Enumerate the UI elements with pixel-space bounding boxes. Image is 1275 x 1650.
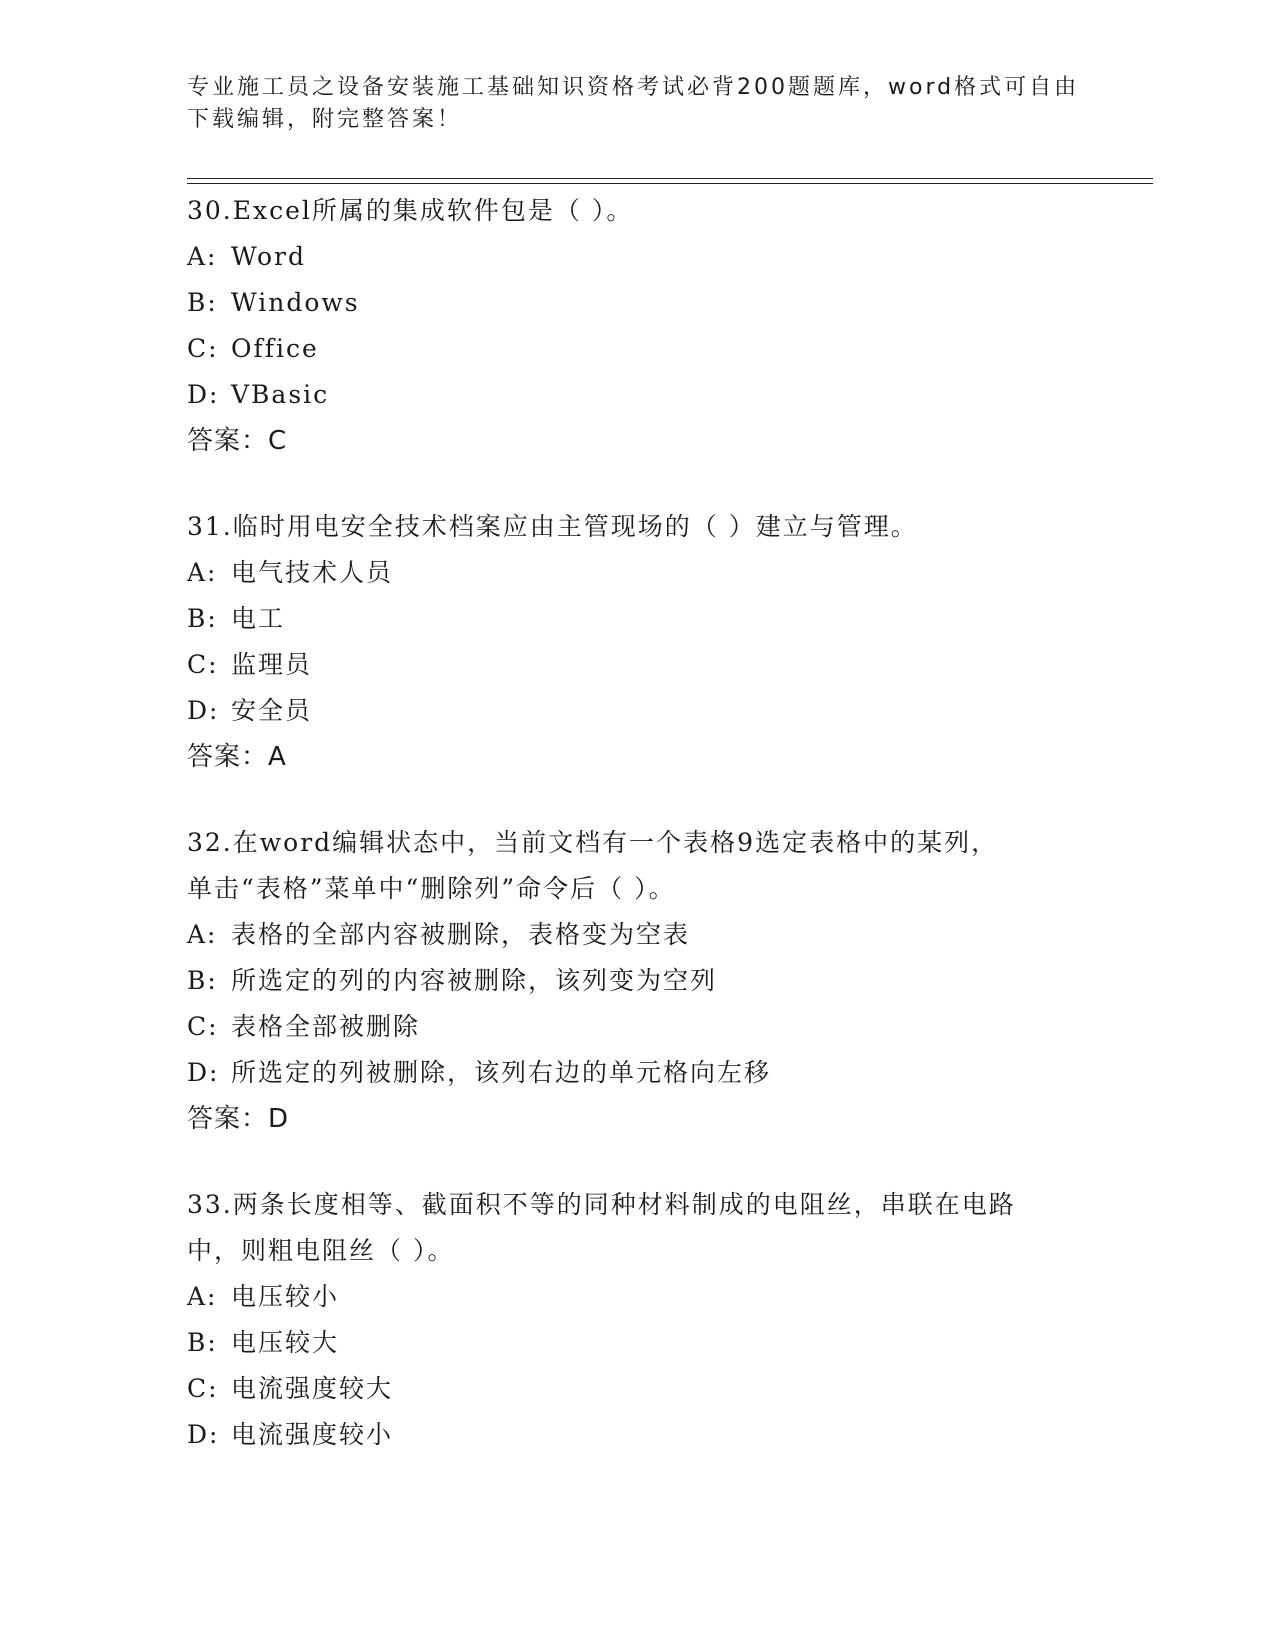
option-d xyxy=(187,372,1147,418)
option-text: 监理员 xyxy=(231,650,313,679)
option-d xyxy=(187,688,1147,734)
option-letter: C: xyxy=(187,650,219,679)
question-31 xyxy=(187,504,1147,780)
option-text: 电流强度较大 xyxy=(231,1374,394,1403)
option-letter: A: xyxy=(187,242,218,271)
option-c xyxy=(187,326,1147,372)
option-letter: D: xyxy=(187,1420,220,1449)
option-c xyxy=(187,1004,1147,1050)
answer-line: 答案：D xyxy=(187,1104,290,1134)
option-text: 电气技术人员 xyxy=(231,558,394,587)
answer-line: 答案：A xyxy=(187,742,287,772)
option-text: Office xyxy=(231,334,319,363)
question-stem: 33.两条长度相等、截面积不等的同种材料制成的电阻丝，串联在电路 xyxy=(187,1190,1016,1219)
answer-line: 答案：C xyxy=(187,426,288,456)
option-text: Windows xyxy=(231,288,360,317)
option-text: Word xyxy=(231,242,307,271)
option-text: VBasic xyxy=(231,380,330,409)
option-text: 电压较大 xyxy=(231,1328,340,1357)
option-letter: B: xyxy=(187,604,218,633)
option-letter: C: xyxy=(187,1374,219,1403)
option-letter: D: xyxy=(187,380,220,409)
option-a xyxy=(187,234,1147,280)
document-header xyxy=(187,72,1080,136)
option-c xyxy=(187,642,1147,688)
header-line-2: 下载编辑，附完整答案！ xyxy=(187,107,463,132)
option-letter: A: xyxy=(187,558,218,587)
option-letter: B: xyxy=(187,288,218,317)
question-30 xyxy=(187,188,1147,464)
question-stem-continued: 中，则粗电阻丝（ ）。 xyxy=(187,1236,455,1265)
option-letter: C: xyxy=(187,1012,219,1041)
option-text: 电流强度较小 xyxy=(231,1420,394,1449)
option-letter: A: xyxy=(187,920,218,949)
option-text: 表格的全部内容被删除，表格变为空表 xyxy=(231,920,691,949)
option-a xyxy=(187,1274,1147,1320)
option-b xyxy=(187,596,1147,642)
option-text: 所选定的列被删除，该列右边的单元格向左移 xyxy=(231,1058,772,1087)
option-c xyxy=(187,1366,1147,1412)
option-b xyxy=(187,280,1147,326)
option-letter: C: xyxy=(187,334,219,363)
option-d xyxy=(187,1050,1147,1096)
question-stem-continued: 单击“表格”菜单中“删除列”命令后（ ）。 xyxy=(187,874,676,903)
option-b xyxy=(187,1320,1147,1366)
option-text: 表格全部被删除 xyxy=(231,1012,421,1041)
question-33 xyxy=(187,1182,1147,1458)
option-a xyxy=(187,550,1147,596)
header-line-1: 专业施工员之设备安装施工基础知识资格考试必背200题题库，word格式可自由 xyxy=(187,75,1080,100)
option-text: 电工 xyxy=(231,604,286,633)
option-letter: B: xyxy=(187,1328,218,1357)
option-b xyxy=(187,958,1147,1004)
option-text: 安全员 xyxy=(231,696,313,725)
question-32 xyxy=(187,820,1147,1142)
question-list xyxy=(187,188,1147,1498)
question-stem: 31.临时用电安全技术档案应由主管现场的（ ）建立与管理。 xyxy=(187,512,918,541)
option-d xyxy=(187,1412,1147,1458)
question-stem: 32.在word编辑状态中，当前文档有一个表格9选定表格中的某列， xyxy=(187,828,999,857)
question-stem: 30.Excel所属的集成软件包是（ ）。 xyxy=(187,196,634,225)
option-letter: D: xyxy=(187,696,220,725)
option-letter: A: xyxy=(187,1282,218,1311)
option-text: 所选定的列的内容被删除，该列变为空列 xyxy=(231,966,718,995)
option-letter: B: xyxy=(187,966,218,995)
option-a xyxy=(187,912,1147,958)
option-text: 电压较小 xyxy=(231,1282,340,1311)
header-divider-bottom xyxy=(187,183,1153,184)
header-divider-top xyxy=(187,178,1153,179)
option-letter: D: xyxy=(187,1058,220,1087)
